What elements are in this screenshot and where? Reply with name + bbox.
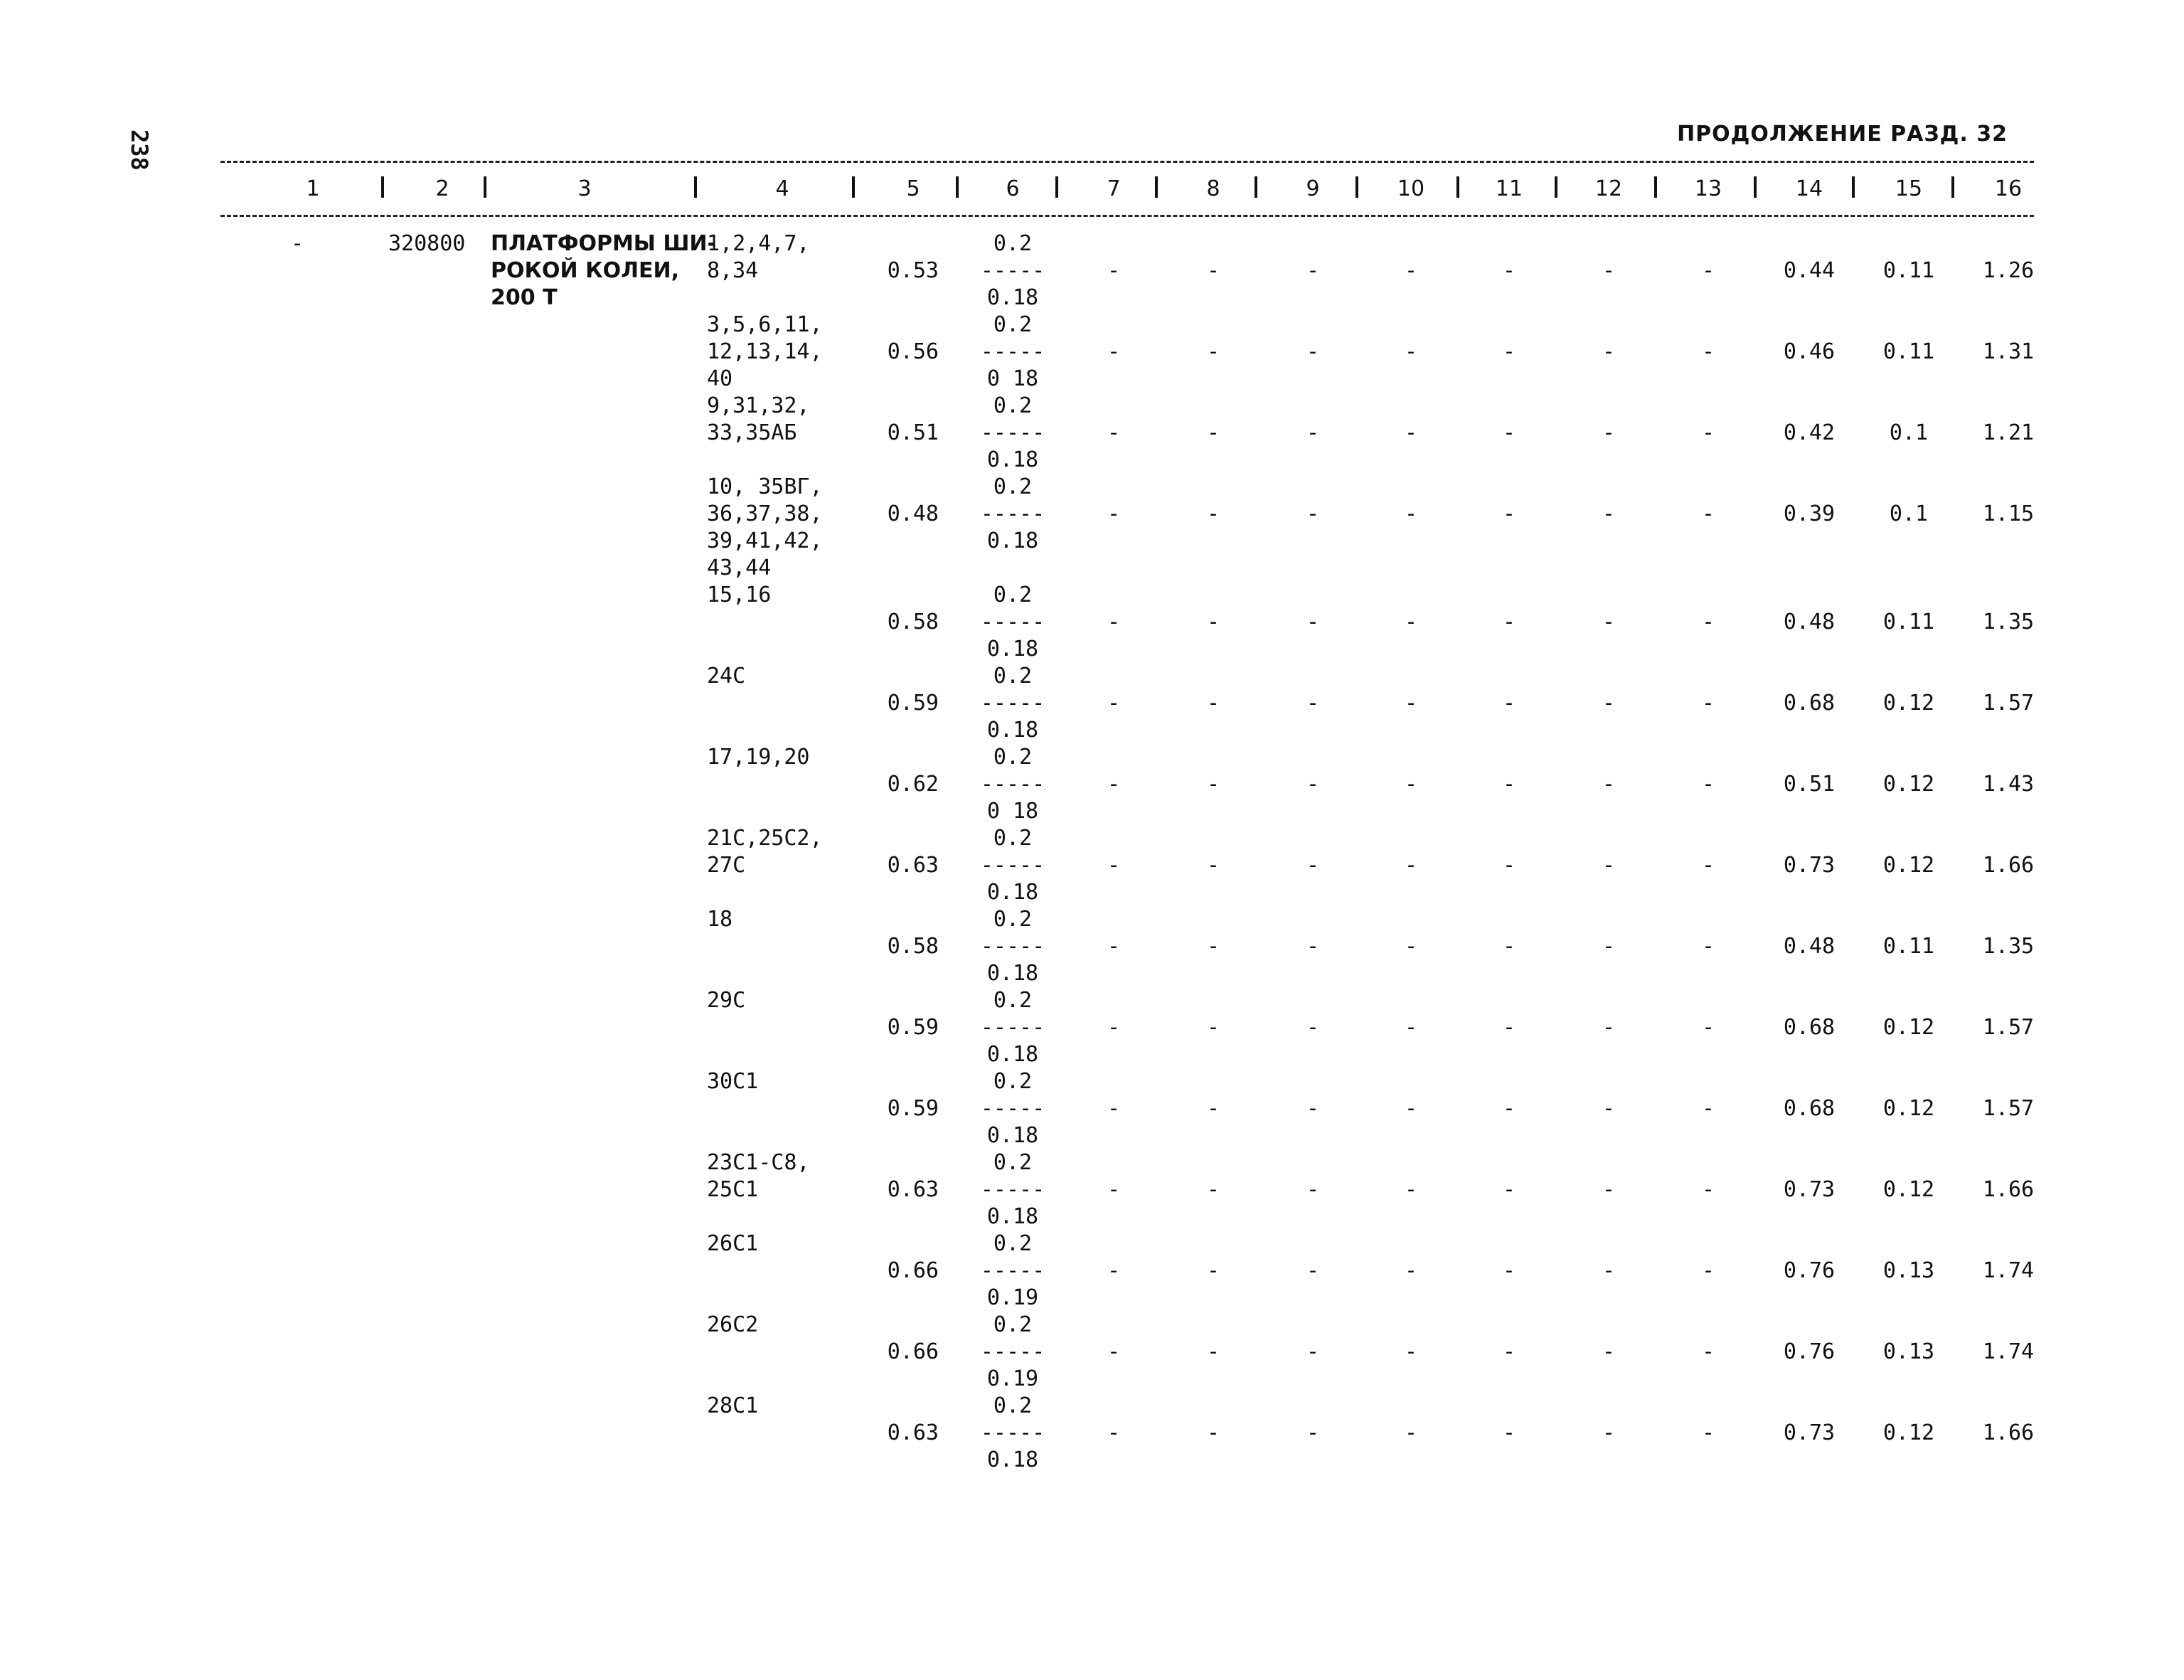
row-col15: 0.11 — [1882, 258, 1935, 283]
row-col5: 0.48 — [887, 501, 939, 526]
row-col8-dash: - — [1206, 1258, 1220, 1283]
row-col15: 0.13 — [1882, 1258, 1935, 1283]
row-col9-dash: - — [1306, 501, 1320, 526]
row-col4-line: 15,16 — [707, 583, 772, 607]
row-col4-line: 9,31,32, — [707, 393, 810, 418]
column-separator — [1951, 176, 1954, 198]
row-col5: 0.63 — [887, 1177, 939, 1202]
row-col8-dash: - — [1206, 420, 1220, 445]
row-col12-dash: - — [1602, 420, 1616, 445]
row-col6-numerator: 0.2 — [993, 1393, 1033, 1418]
row-col11-dash: - — [1502, 1258, 1516, 1283]
section-continuation-title: ПРОДОЛЖЕНИЕ РАЗД. 32 — [1677, 122, 2008, 147]
column-separator — [1255, 176, 1257, 198]
row-col4-line: 30С1 — [707, 1069, 759, 1094]
row-col11-dash: - — [1502, 1015, 1516, 1040]
row-col7-dash: - — [1107, 772, 1121, 797]
row-col7-dash: - — [1107, 853, 1121, 878]
item-name-line: РОКОЙ КОЛЕИ, — [491, 258, 680, 283]
row-col14: 0.68 — [1783, 1096, 1836, 1121]
row-col10-dash: - — [1404, 420, 1418, 445]
row-col6-denominator: 0.18 — [986, 447, 1039, 472]
row-col4-line: 3,5,6,11, — [707, 312, 823, 337]
row-col9-dash: - — [1306, 772, 1320, 797]
row-col8-dash: - — [1206, 934, 1220, 959]
row-col4-line: 10, 35ВГ, — [707, 474, 823, 499]
row-col11-dash: - — [1502, 853, 1516, 878]
row-col6-denominator: 0.18 — [986, 1204, 1039, 1229]
row-col11-dash: - — [1502, 610, 1516, 634]
column-separator — [1155, 176, 1158, 198]
row-col4-line: 28С1 — [707, 1393, 759, 1418]
row-col7-dash: - — [1107, 1015, 1121, 1040]
row-col6-denominator: 0.18 — [986, 1123, 1039, 1148]
row-col9-dash: - — [1306, 610, 1320, 634]
row-col5: 0.63 — [887, 853, 939, 878]
row-col12-dash: - — [1602, 772, 1616, 797]
row-col11-dash: - — [1502, 691, 1516, 716]
row-col13-dash: - — [1701, 934, 1715, 959]
row-col11-dash: - — [1502, 420, 1516, 445]
row-col4-line: 43,44 — [707, 555, 772, 580]
item-col1-dash: - — [290, 231, 304, 256]
column-header-1: 1 — [306, 176, 320, 201]
row-col4-line: 23С1-С8, — [707, 1150, 810, 1175]
row-col7-dash: - — [1107, 1339, 1121, 1364]
row-col11-dash: - — [1502, 501, 1516, 526]
row-col12-dash: - — [1602, 853, 1616, 878]
row-col16: 1.74 — [1982, 1339, 2035, 1364]
row-col6-denominator: 0.18 — [986, 718, 1039, 743]
row-col16: 1.66 — [1982, 1420, 2035, 1445]
row-col6-numerator: 0.2 — [993, 312, 1033, 337]
row-col10-dash: - — [1404, 1420, 1418, 1445]
row-col9-dash: - — [1306, 853, 1320, 878]
row-col11-dash: - — [1502, 1096, 1516, 1121]
item-name-line: 200 Т — [491, 285, 558, 310]
row-col14: 0.42 — [1783, 420, 1836, 445]
row-col13-dash: - — [1701, 1258, 1715, 1283]
header-rule-top — [220, 161, 2034, 163]
row-col13-dash: - — [1701, 853, 1715, 878]
row-col10-dash: - — [1404, 1339, 1418, 1364]
row-col15: 0.12 — [1882, 1096, 1935, 1121]
row-col6-fraction-line: ----- — [980, 772, 1045, 797]
row-col9-dash: - — [1306, 1258, 1320, 1283]
row-col15: 0.12 — [1882, 1177, 1935, 1202]
row-col8-dash: - — [1206, 1177, 1220, 1202]
column-separator — [381, 176, 384, 198]
row-col12-dash: - — [1602, 934, 1616, 959]
row-col6-numerator: 0.2 — [993, 583, 1033, 607]
column-separator — [956, 176, 959, 198]
row-col6-numerator: 0.2 — [993, 393, 1033, 418]
row-col13-dash: - — [1701, 610, 1715, 634]
column-separator — [1654, 176, 1657, 198]
column-header-9: 9 — [1306, 176, 1320, 201]
row-col7-dash: - — [1107, 339, 1121, 364]
row-col8-dash: - — [1206, 610, 1220, 634]
page-number: 238 — [126, 129, 153, 171]
row-col4-line: 8,34 — [707, 258, 759, 283]
row-col6-numerator: 0.2 — [993, 1231, 1033, 1256]
row-col10-dash: - — [1404, 1177, 1418, 1202]
row-col9-dash: - — [1306, 258, 1320, 283]
row-col6-denominator: 0.19 — [986, 1366, 1039, 1391]
column-separator — [852, 176, 855, 198]
row-col12-dash: - — [1602, 1096, 1616, 1121]
row-col8-dash: - — [1206, 501, 1220, 526]
row-col8-dash: - — [1206, 339, 1220, 364]
row-col14: 0.73 — [1783, 1177, 1836, 1202]
row-col5: 0.58 — [887, 934, 939, 959]
row-col6-numerator: 0.2 — [993, 474, 1033, 499]
row-col11-dash: - — [1502, 1177, 1516, 1202]
row-col9-dash: - — [1306, 1096, 1320, 1121]
row-col15: 0.11 — [1882, 339, 1935, 364]
row-col9-dash: - — [1306, 1015, 1320, 1040]
row-col10-dash: - — [1404, 691, 1418, 716]
row-col15: 0.12 — [1882, 1420, 1935, 1445]
row-col6-numerator: 0.2 — [993, 231, 1033, 256]
row-col16: 1.26 — [1982, 258, 2035, 283]
column-header-15: 15 — [1895, 176, 1923, 201]
row-col9-dash: - — [1306, 1339, 1320, 1364]
column-separator — [1754, 176, 1757, 198]
row-col16: 1.15 — [1982, 501, 2035, 526]
column-separator — [1852, 176, 1855, 198]
row-col11-dash: - — [1502, 1420, 1516, 1445]
row-col6-denominator: 0.18 — [986, 1042, 1039, 1067]
column-header-3: 3 — [577, 176, 592, 201]
row-col13-dash: - — [1701, 772, 1715, 797]
row-col6-numerator: 0.2 — [993, 745, 1033, 770]
row-col9-dash: - — [1306, 420, 1320, 445]
row-col9-dash: - — [1306, 691, 1320, 716]
row-col6-numerator: 0.2 — [993, 1069, 1033, 1094]
row-col12-dash: - — [1602, 1339, 1616, 1364]
row-col6-denominator: 0.18 — [986, 637, 1039, 661]
row-col12-dash: - — [1602, 1177, 1616, 1202]
column-separator — [1355, 176, 1358, 198]
row-col14: 0.68 — [1783, 691, 1836, 716]
row-col16: 1.35 — [1982, 610, 2035, 634]
item-code: 320800 — [388, 231, 466, 256]
row-col15: 0.12 — [1882, 772, 1935, 797]
column-header-12: 12 — [1594, 176, 1623, 201]
column-header-5: 5 — [906, 176, 920, 201]
row-col8-dash: - — [1206, 691, 1220, 716]
row-col5: 0.66 — [887, 1258, 939, 1283]
row-col13-dash: - — [1701, 1420, 1715, 1445]
row-col4-line: 36,37,38, — [707, 501, 823, 526]
row-col10-dash: - — [1404, 258, 1418, 283]
row-col4-line: 26С1 — [707, 1231, 759, 1256]
row-col10-dash: - — [1404, 339, 1418, 364]
row-col7-dash: - — [1107, 934, 1121, 959]
row-col6-fraction-line: ----- — [980, 853, 1045, 878]
row-col5: 0.59 — [887, 691, 939, 716]
row-col6-fraction-line: ----- — [980, 1096, 1045, 1121]
row-col4-line: 18 — [707, 907, 733, 932]
row-col5: 0.62 — [887, 772, 939, 797]
row-col6-fraction-line: ----- — [980, 1339, 1045, 1364]
row-col11-dash: - — [1502, 772, 1516, 797]
row-col11-dash: - — [1502, 1339, 1516, 1364]
column-header-16: 16 — [1994, 176, 2023, 201]
row-col16: 1.66 — [1982, 853, 2035, 878]
row-col15: 0.12 — [1882, 853, 1935, 878]
row-col10-dash: - — [1404, 853, 1418, 878]
row-col6-numerator: 0.2 — [993, 907, 1033, 932]
row-col14: 0.73 — [1783, 1420, 1836, 1445]
row-col6-denominator: 0 18 — [986, 366, 1039, 391]
row-col15: 0.1 — [1889, 501, 1929, 526]
row-col16: 1.31 — [1982, 339, 2035, 364]
column-header-10: 10 — [1397, 176, 1425, 201]
row-col10-dash: - — [1404, 1096, 1418, 1121]
row-col4-line: 39,41,42, — [707, 528, 823, 553]
row-col5: 0.59 — [887, 1015, 939, 1040]
row-col9-dash: - — [1306, 934, 1320, 959]
row-col6-denominator: 0.18 — [986, 961, 1039, 986]
row-col5: 0.66 — [887, 1339, 939, 1364]
column-separator — [694, 176, 697, 198]
row-col16: 1.57 — [1982, 1015, 2035, 1040]
row-col4-line: 26С2 — [707, 1312, 759, 1337]
row-col11-dash: - — [1502, 339, 1516, 364]
row-col12-dash: - — [1602, 1420, 1616, 1445]
row-col11-dash: - — [1502, 934, 1516, 959]
row-col8-dash: - — [1206, 1420, 1220, 1445]
row-col7-dash: - — [1107, 1096, 1121, 1121]
row-col16: 1.57 — [1982, 1096, 2035, 1121]
row-col7-dash: - — [1107, 420, 1121, 445]
row-col14: 0.44 — [1783, 258, 1836, 283]
row-col16: 1.21 — [1982, 420, 2035, 445]
item-name-line: ПЛАТФОРМЫ ШИ- — [491, 231, 716, 256]
row-col9-dash: - — [1306, 1420, 1320, 1445]
row-col8-dash: - — [1206, 258, 1220, 283]
row-col15: 0.11 — [1882, 610, 1935, 634]
row-col14: 0.68 — [1783, 1015, 1836, 1040]
row-col7-dash: - — [1107, 1177, 1121, 1202]
row-col10-dash: - — [1404, 772, 1418, 797]
row-col4-line: 24С — [707, 664, 746, 689]
row-col14: 0.48 — [1783, 934, 1836, 959]
column-header-7: 7 — [1107, 176, 1121, 201]
row-col13-dash: - — [1701, 1015, 1715, 1040]
row-col6-fraction-line: ----- — [980, 934, 1045, 959]
row-col6-fraction-line: ----- — [980, 258, 1045, 283]
row-col12-dash: - — [1602, 1258, 1616, 1283]
row-col4-line: 1,2,4,7, — [707, 231, 810, 256]
row-col13-dash: - — [1701, 420, 1715, 445]
row-col13-dash: - — [1701, 258, 1715, 283]
row-col8-dash: - — [1206, 772, 1220, 797]
row-col4-line: 33,35АБ — [707, 420, 797, 445]
row-col4-line: 40 — [707, 366, 733, 391]
row-col7-dash: - — [1107, 610, 1121, 634]
row-col4-line: 29С — [707, 988, 746, 1013]
row-col16: 1.43 — [1982, 772, 2035, 797]
column-header-11: 11 — [1495, 176, 1523, 201]
row-col6-fraction-line: ----- — [980, 691, 1045, 716]
row-col5: 0.63 — [887, 1420, 939, 1445]
row-col10-dash: - — [1404, 1258, 1418, 1283]
row-col14: 0.48 — [1783, 610, 1836, 634]
row-col6-fraction-line: ----- — [980, 501, 1045, 526]
row-col16: 1.57 — [1982, 691, 2035, 716]
row-col8-dash: - — [1206, 1339, 1220, 1364]
column-separator — [484, 176, 486, 198]
row-col6-numerator: 0.2 — [993, 826, 1033, 851]
column-header-14: 14 — [1795, 176, 1823, 201]
row-col6-numerator: 0.2 — [993, 988, 1033, 1013]
row-col4-line: 27С — [707, 853, 746, 878]
row-col12-dash: - — [1602, 610, 1616, 634]
column-header-6: 6 — [1006, 176, 1020, 201]
row-col10-dash: - — [1404, 501, 1418, 526]
row-col11-dash: - — [1502, 258, 1516, 283]
row-col5: 0.59 — [887, 1096, 939, 1121]
row-col8-dash: - — [1206, 1096, 1220, 1121]
row-col8-dash: - — [1206, 853, 1220, 878]
row-col16: 1.35 — [1982, 934, 2035, 959]
row-col4-line: 17,19,20 — [707, 745, 810, 770]
row-col6-denominator: 0.18 — [986, 880, 1039, 905]
header-rule-bottom — [220, 215, 2034, 217]
row-col6-numerator: 0.2 — [993, 664, 1033, 689]
row-col6-fraction-line: ----- — [980, 420, 1045, 445]
row-col15: 0.11 — [1882, 934, 1935, 959]
row-col16: 1.66 — [1982, 1177, 2035, 1202]
row-col10-dash: - — [1404, 1015, 1418, 1040]
row-col4-line: 25С1 — [707, 1177, 759, 1202]
column-separator — [1555, 176, 1557, 198]
row-col13-dash: - — [1701, 1177, 1715, 1202]
row-col6-fraction-line: ----- — [980, 1258, 1045, 1283]
row-col14: 0.73 — [1783, 853, 1836, 878]
row-col14: 0.51 — [1783, 772, 1836, 797]
row-col13-dash: - — [1701, 339, 1715, 364]
row-col15: 0.12 — [1882, 1015, 1935, 1040]
row-col6-fraction-line: ----- — [980, 610, 1045, 634]
row-col6-numerator: 0.2 — [993, 1312, 1033, 1337]
row-col6-denominator: 0.18 — [986, 285, 1039, 310]
row-col14: 0.39 — [1783, 501, 1836, 526]
row-col6-denominator: 0.19 — [986, 1285, 1039, 1310]
row-col6-denominator: 0 18 — [986, 799, 1039, 824]
row-col6-fraction-line: ----- — [980, 1015, 1045, 1040]
row-col9-dash: - — [1306, 339, 1320, 364]
row-col13-dash: - — [1701, 1339, 1715, 1364]
row-col10-dash: - — [1404, 934, 1418, 959]
row-col6-denominator: 0.18 — [986, 528, 1039, 553]
row-col6-fraction-line: ----- — [980, 339, 1045, 364]
column-header-8: 8 — [1206, 176, 1220, 201]
row-col6-fraction-line: ----- — [980, 1420, 1045, 1445]
row-col7-dash: - — [1107, 501, 1121, 526]
row-col16: 1.74 — [1982, 1258, 2035, 1283]
row-col4-line: 12,13,14, — [707, 339, 823, 364]
column-header-13: 13 — [1694, 176, 1722, 201]
row-col15: 0.13 — [1882, 1339, 1935, 1364]
row-col5: 0.58 — [887, 610, 939, 634]
row-col13-dash: - — [1701, 1096, 1715, 1121]
row-col7-dash: - — [1107, 258, 1121, 283]
row-col7-dash: - — [1107, 691, 1121, 716]
row-col10-dash: - — [1404, 610, 1418, 634]
row-col12-dash: - — [1602, 1015, 1616, 1040]
row-col12-dash: - — [1602, 339, 1616, 364]
row-col12-dash: - — [1602, 258, 1616, 283]
row-col5: 0.51 — [887, 420, 939, 445]
row-col8-dash: - — [1206, 1015, 1220, 1040]
row-col15: 0.12 — [1882, 691, 1935, 716]
row-col13-dash: - — [1701, 501, 1715, 526]
row-col7-dash: - — [1107, 1258, 1121, 1283]
row-col4-line: 21С,25С2, — [707, 826, 823, 851]
row-col14: 0.46 — [1783, 339, 1836, 364]
column-header-4: 4 — [775, 176, 789, 201]
row-col13-dash: - — [1701, 691, 1715, 716]
row-col5: 0.56 — [887, 339, 939, 364]
row-col12-dash: - — [1602, 501, 1616, 526]
row-col12-dash: - — [1602, 691, 1616, 716]
row-col14: 0.76 — [1783, 1339, 1836, 1364]
row-col6-denominator: 0.18 — [986, 1447, 1039, 1472]
column-separator — [1055, 176, 1058, 198]
row-col5: 0.53 — [887, 258, 939, 283]
row-col6-fraction-line: ----- — [980, 1177, 1045, 1202]
column-separator — [1456, 176, 1459, 198]
row-col9-dash: - — [1306, 1177, 1320, 1202]
row-col6-numerator: 0.2 — [993, 1150, 1033, 1175]
row-col7-dash: - — [1107, 1420, 1121, 1445]
row-col14: 0.76 — [1783, 1258, 1836, 1283]
row-col15: 0.1 — [1889, 420, 1929, 445]
column-header-2: 2 — [435, 176, 449, 201]
